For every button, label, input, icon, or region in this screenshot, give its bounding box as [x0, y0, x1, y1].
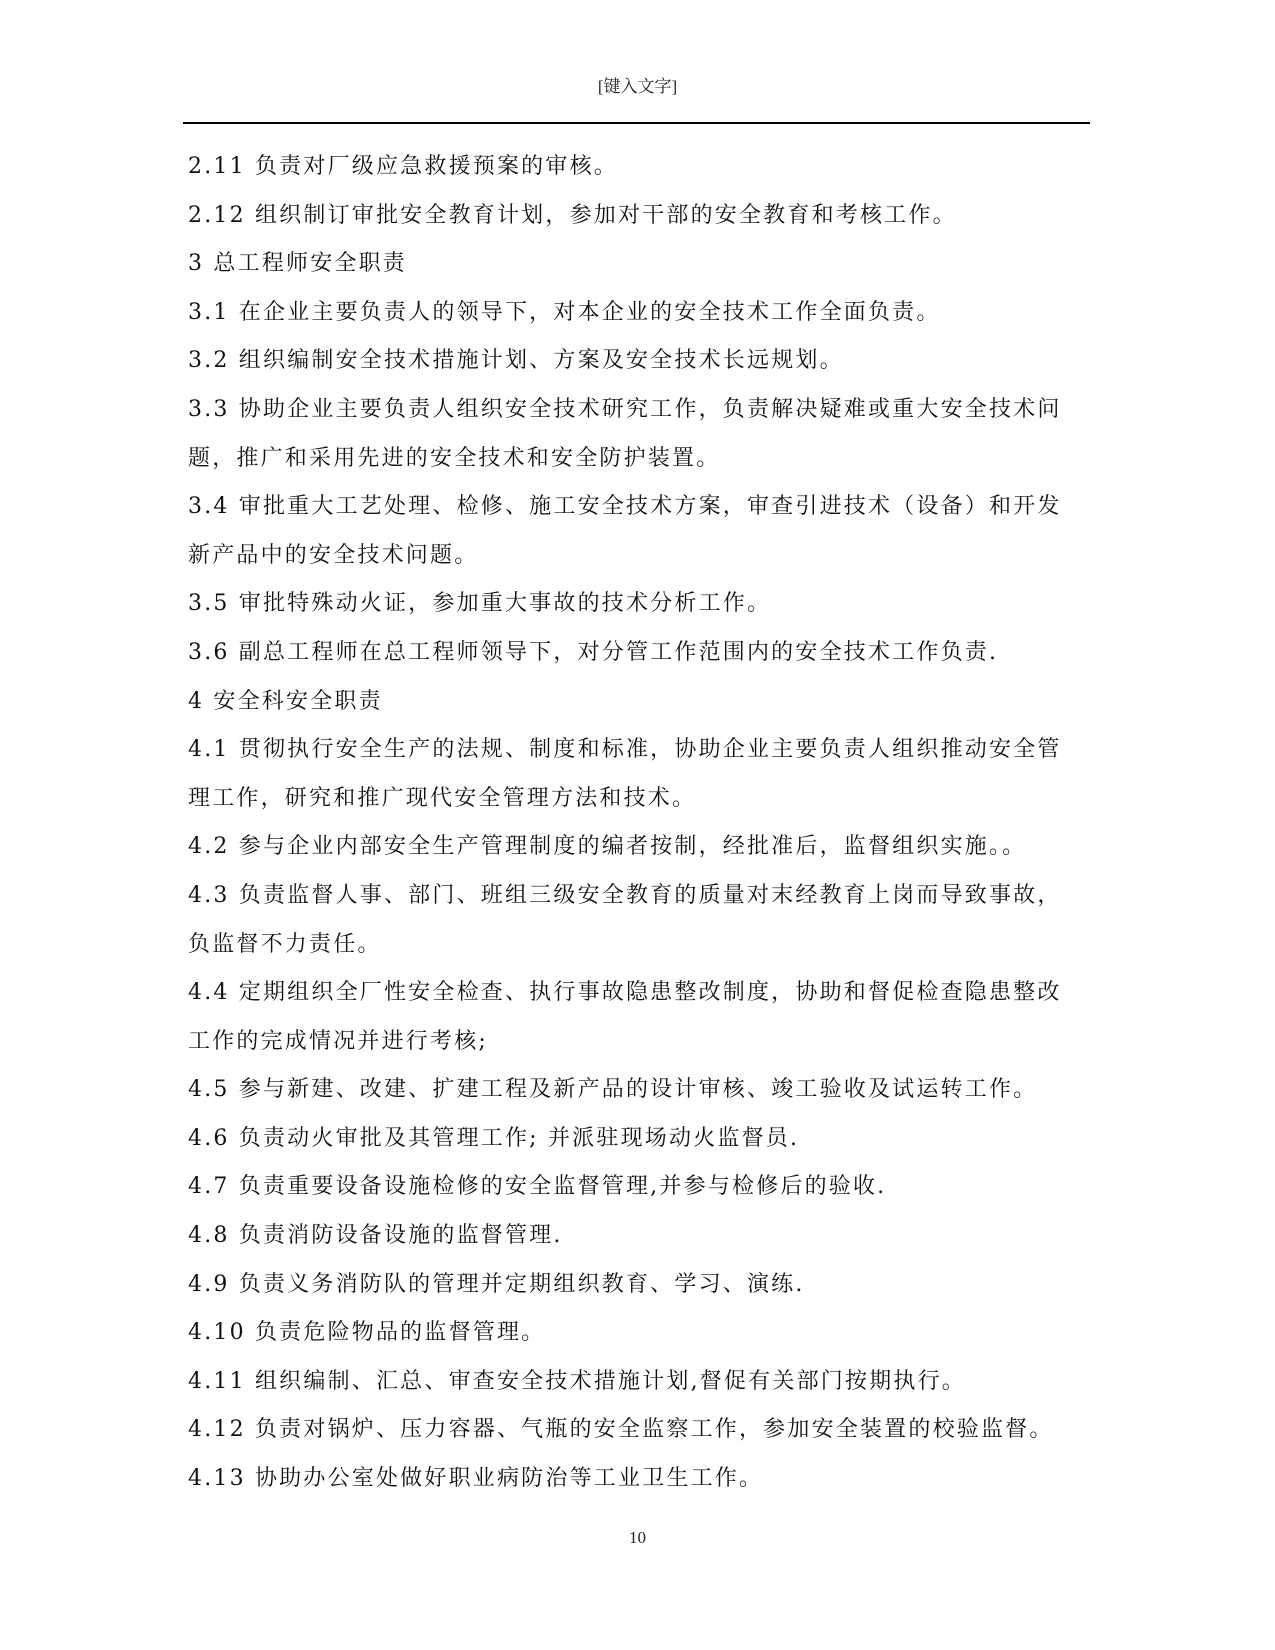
text-line: 4.8 负责消防设备设施的监督管理. — [188, 1223, 563, 1249]
page-number: 10 — [629, 1528, 646, 1547]
text-line: 2.12 组织制订审批安全教育计划，参加对干部的安全教育和考核工作。 — [188, 202, 957, 228]
text-line: 负监督不力责任。 — [188, 931, 382, 957]
text-line: 4.1 贯彻执行安全生产的法规、制度和标准，协助企业主要负责人组织推动安全管 — [188, 737, 1062, 763]
text-line: 工作的完成情况并进行考核; — [188, 1028, 489, 1054]
text-line: 4.4 定期组织全厂性安全检查、执行事故隐患整改制度，协助和督促检查隐患整改 — [188, 980, 1062, 1006]
text-line: 题，推广和采用先进的安全技术和安全防护装置。 — [188, 445, 721, 471]
text-line: 2.11 负责对厂级应急救援预案的审核。 — [188, 154, 618, 179]
text-line: 3.2 组织编制安全技术措施计划、方案及安全技术长远规划。 — [188, 348, 844, 374]
text-line: 4.13 协助办公室处做好职业病防治等工业卫生工作。 — [188, 1466, 764, 1492]
text-line: 4 安全科安全职责 — [188, 688, 383, 714]
text-line: 新产品中的安全技术问题。 — [188, 542, 479, 568]
text-line: 4.5 参与新建、改建、扩建工程及新产品的设计审核、竣工验收及试运转工作。 — [188, 1077, 1038, 1103]
document-body — [188, 143, 1090, 1504]
text-line: 4.11 组织编制、汇总、审查安全技术措施计划,督促有关部门按期执行。 — [188, 1368, 966, 1394]
text-line: 4.9 负责义务消防队的管理并定期组织教育、学习、演练. — [188, 1271, 805, 1297]
text-line: 3.5 审批特殊动火证，参加重大事故的技术分析工作。 — [188, 591, 772, 617]
text-line: 理工作，研究和推广现代安全管理方法和技术。 — [188, 785, 697, 811]
text-line: 3.1 在企业主要负责人的领导下，对本企业的安全技术工作全面负责。 — [188, 299, 941, 325]
text-line: 4.3 负责监督人事、部门、班组三级安全教育的质量对末经教育上岗而导致事故， — [188, 882, 1062, 908]
text-line: 4.10 负责危险物品的监督管理。 — [188, 1320, 546, 1346]
text-line: 4.12 负责对锅炉、压力容器、气瓶的安全监察工作，参加安全装置的校验监督。 — [188, 1417, 1054, 1443]
text-line: 4.2 参与企业内部安全生产管理制度的编者按制，经批准后，监督组织实施。。 — [188, 834, 1027, 860]
header-divider — [183, 122, 1090, 124]
page-header: [键入文字] — [597, 77, 678, 96]
text-line: 4.6 负责动火审批及其管理工作; 并派驻现场动火监督员. — [188, 1125, 800, 1151]
text-line: 3.6 副总工程师在总工程师领导下，对分管工作范围内的安全技术工作负责. — [188, 639, 999, 665]
text-line: 3.3 协助企业主要负责人组织安全技术研究工作，负责解决疑难或重大安全技术问 — [188, 396, 1062, 422]
text-line: 3 总工程师安全职责 — [188, 251, 407, 277]
text-line: 4.7 负责重要设备设施检修的安全监督管理,并参与检修后的验收. — [188, 1174, 887, 1200]
text-line: 3.4 审批重大工艺处理、检修、施工安全技术方案，审查引进技术（设备）和开发 — [188, 494, 1062, 520]
